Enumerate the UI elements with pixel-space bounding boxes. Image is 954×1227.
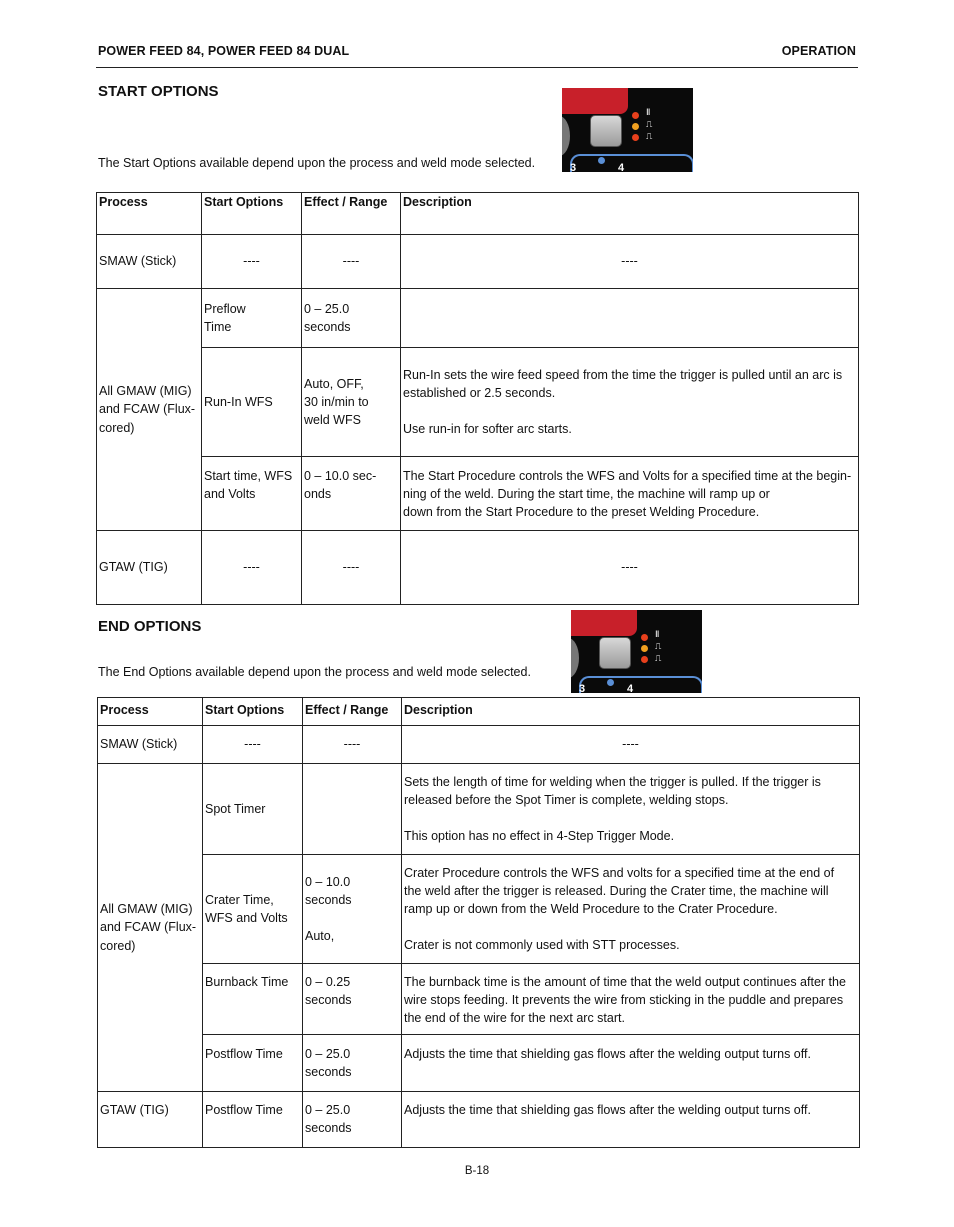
option-cell: Start time, WFS and Volts	[202, 457, 302, 531]
option-cell: Postflow Time	[203, 1035, 303, 1092]
running-header-title: POWER FEED 84, POWER FEED 84 DUAL	[98, 44, 350, 58]
process-cell: All GMAW (MIG) and FCAW (Flux- cored)	[97, 289, 202, 531]
panel-button	[590, 115, 622, 147]
panel-arc	[579, 676, 702, 693]
panel-led	[632, 112, 639, 119]
header-start-options: Start Options	[202, 193, 302, 235]
option-cell: Postflow Time	[203, 1092, 303, 1148]
end-options-table	[97, 697, 860, 1148]
table-header-row	[97, 193, 859, 235]
trigger-pulse-icon: ⎍	[655, 642, 662, 652]
page-number: B-18	[464, 1165, 490, 1177]
range-cell: 0 – 25.0 seconds	[303, 1035, 402, 1092]
panel-led	[641, 634, 648, 641]
end-options-title: END OPTIONS	[98, 618, 202, 635]
panel-number-4: 4	[627, 683, 634, 693]
header-rule	[96, 67, 858, 68]
description-cell: ----	[401, 235, 859, 289]
option-cell: ----	[202, 531, 302, 605]
range-cell: ----	[302, 531, 401, 605]
trigger-pulse-icon: ⎍	[646, 120, 653, 130]
panel-led	[641, 656, 648, 663]
range-cell: 0 – 10.0 sec- onds	[302, 457, 401, 531]
range-cell: 0 – 10.0 seconds Auto,	[303, 855, 402, 964]
trigger-2step-icon: Ⅱ	[655, 630, 660, 640]
process-cell: GTAW (TIG)	[98, 1092, 203, 1148]
panel-number-3: 3	[570, 162, 577, 172]
panel-arc	[570, 154, 693, 172]
panel-button	[599, 637, 631, 669]
start-options-panel-image	[562, 88, 693, 172]
panel-indicator-dot	[598, 157, 605, 164]
table-row	[97, 289, 859, 348]
option-cell: Preflow Time	[202, 289, 302, 348]
description-cell: Crater Procedure controls the WFS and volts for a specified time at the end of the weld after the trigger is released. During the Crater time, the machine will ramp up or down from the Weld Procedure to the Crater Procedure. Crater is not commonly used with STT processes.	[402, 855, 860, 964]
table-row	[98, 1035, 860, 1092]
panel-led	[641, 645, 648, 652]
panel-indicator-dot	[607, 679, 614, 686]
range-cell: ----	[303, 726, 402, 764]
panel-led	[632, 123, 639, 130]
range-cell: Auto, OFF, 30 in/min to weld WFS	[302, 348, 401, 457]
table-header-row	[98, 698, 860, 726]
range-cell	[303, 764, 402, 855]
end-options-intro: The End Options available depend upon the process and weld mode selected.	[98, 665, 531, 679]
header-description: Description	[402, 698, 860, 726]
option-cell: ----	[202, 235, 302, 289]
description-cell: ----	[401, 531, 859, 605]
option-cell: Run-In WFS	[202, 348, 302, 457]
table-row	[98, 1092, 860, 1148]
trigger-2step-icon: Ⅱ	[646, 108, 651, 118]
description-cell	[401, 289, 859, 348]
range-cell: 0 – 0.25 seconds	[303, 964, 402, 1035]
description-cell: Sets the length of time for welding when the trigger is pulled. If the trigger is released before the Spot Timer is complete, welding stops. This option has no effect in 4-Step Trigger Mode.	[402, 764, 860, 855]
trigger-4step-icon: ⎍	[646, 132, 653, 142]
description-cell: The burnback time is the amount of time that the weld output continues after the wire stops feeding. It prevents the wire from sticking in the puddle and prepares the end of the wire for the next arc start.	[402, 964, 860, 1035]
description-cell: ----	[402, 726, 860, 764]
start-options-table	[96, 192, 859, 605]
end-options-panel-image	[571, 610, 702, 693]
start-options-intro: The Start Options available depend upon the process and weld mode selected.	[98, 156, 536, 170]
range-cell: 0 – 25.0 seconds	[303, 1092, 402, 1148]
panel-red-bar	[571, 610, 637, 636]
start-options-title: START OPTIONS	[98, 83, 219, 100]
header-effect-range: Effect / Range	[303, 698, 402, 726]
header-process: Process	[97, 193, 202, 235]
header-start-options: Start Options	[203, 698, 303, 726]
table-row	[97, 531, 859, 605]
header-effect-range: Effect / Range	[302, 193, 401, 235]
panel-number-4: 4	[618, 162, 625, 172]
option-cell: Spot Timer	[203, 764, 303, 855]
header-description: Description	[401, 193, 859, 235]
table-row	[97, 457, 859, 531]
process-cell: GTAW (TIG)	[97, 531, 202, 605]
description-cell: Run-In sets the wire feed speed from the time the trigger is pulled until an arc is established or 2.5 seconds. Use run-in for softer arc starts.	[401, 348, 859, 457]
option-cell: Crater Time, WFS and Volts	[203, 855, 303, 964]
range-cell: 0 – 25.0 seconds	[302, 289, 401, 348]
panel-red-bar	[562, 88, 628, 114]
description-cell: Adjusts the time that shielding gas flows after the welding output turns off.	[402, 1092, 860, 1148]
option-cell: ----	[203, 726, 303, 764]
header-process: Process	[98, 698, 203, 726]
description-cell: The Start Procedure controls the WFS and Volts for a specified time at the begin- ning of the weld. During the start time, the machine will ramp up or down from the Start Procedure to the preset Welding Procedure.	[401, 457, 859, 531]
process-cell: SMAW (Stick)	[97, 235, 202, 289]
table-row	[98, 764, 860, 855]
process-cell: SMAW (Stick)	[98, 726, 203, 764]
table-row	[98, 855, 860, 964]
process-cell: All GMAW (MIG) and FCAW (Flux- cored)	[98, 764, 203, 1092]
running-header-section: OPERATION	[781, 44, 856, 58]
table-row	[98, 964, 860, 1035]
trigger-4step-icon: ⎍	[655, 654, 662, 664]
description-cell: Adjusts the time that shielding gas flows after the welding output turns off.	[402, 1035, 860, 1092]
panel-knob	[562, 116, 570, 156]
range-cell: ----	[302, 235, 401, 289]
table-row	[97, 348, 859, 457]
panel-led	[632, 134, 639, 141]
table-row	[97, 235, 859, 289]
panel-number-3: 3	[579, 683, 586, 693]
table-row	[98, 726, 860, 764]
panel-knob	[571, 638, 579, 678]
option-cell: Burnback Time	[203, 964, 303, 1035]
